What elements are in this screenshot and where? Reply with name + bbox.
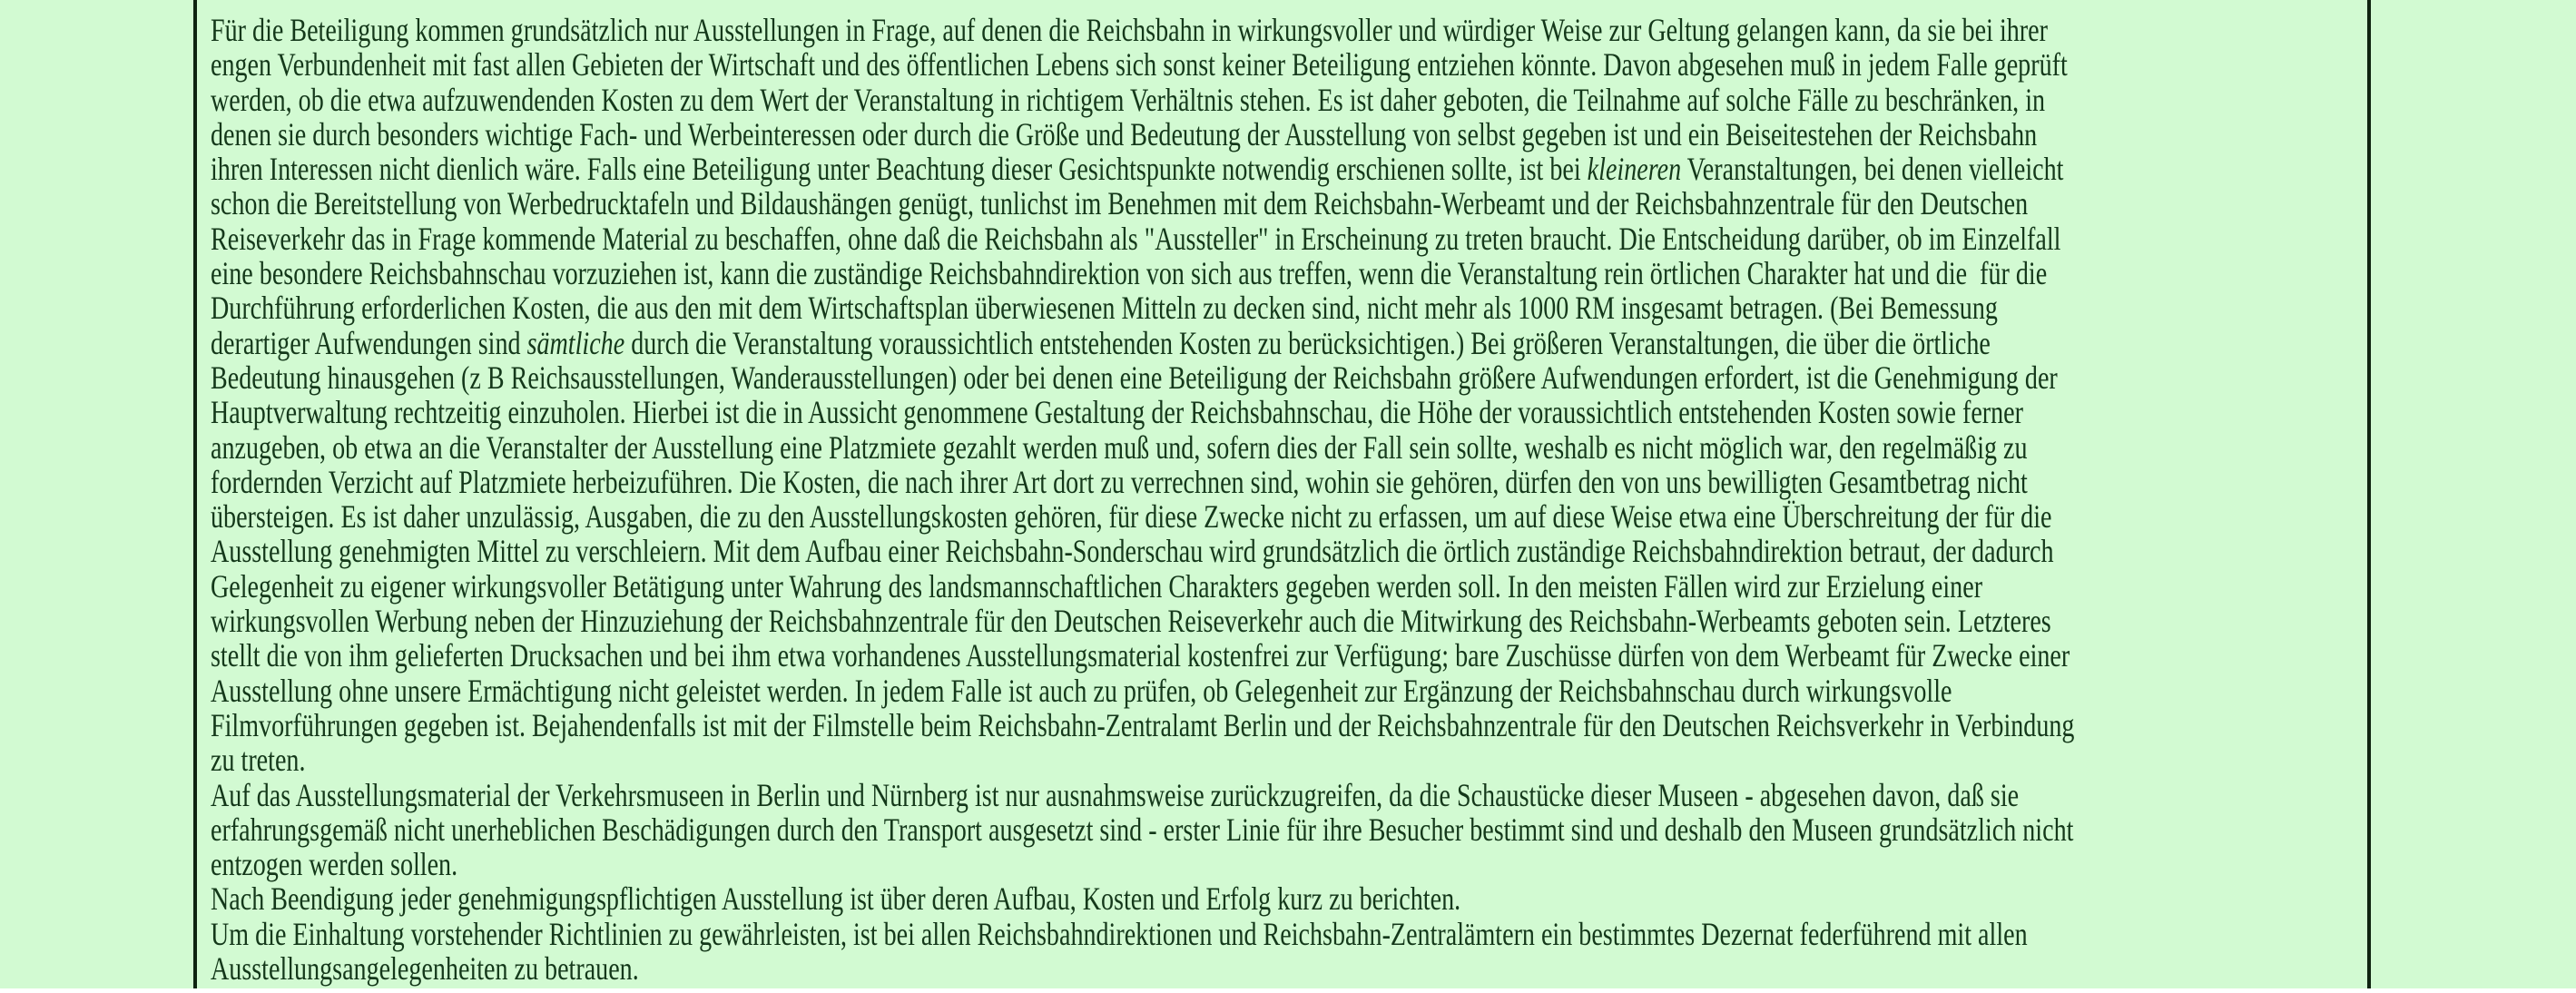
italic-text-segment: sämtliche <box>526 324 625 361</box>
text-line <box>211 847 2363 881</box>
text-segment: ihren Interessen nicht dienlich wäre. Falls eine Beteiligung unter Beachtung dieser Gesichtspunkte notwendig erschienen sollte, ist bei <box>211 151 1588 188</box>
text-segment: Für die Beteiligung kommen grundsätzlich nur Ausstellungen in Frage, auf denen die Reichsbahn in wirkungsvoller und würdiger Weise zur Geltung gelangen kann, da sie bei ihrer <box>211 12 2048 48</box>
document-text-column <box>211 13 2363 986</box>
text-line <box>211 360 2363 395</box>
text-segment: Ausstellung ohne unsere Ermächtigung nicht geleistet werden. In jedem Falle ist auch zu prüfen, ob Gelegenheit zur Ergänzung der Reichsbahnschau durch wirkungsvolle <box>211 672 1952 709</box>
text-segment: Gelegenheit zu eigener wirkungsvoller Betätigung unter Wahrung des landsmannschaftlichen Charakters gegeben werden soll. In den meisten Fällen wird zur Erzielung einer <box>211 567 1983 605</box>
text-segment: Veranstaltungen, bei denen vielleicht <box>1681 151 2064 188</box>
text-line <box>211 917 2363 951</box>
text-line <box>211 534 2363 568</box>
text-line <box>211 708 2363 742</box>
text-line <box>211 117 2363 152</box>
text-line <box>211 778 2363 812</box>
text-segment: Ausstellungsangelegenheiten zu betrauen. <box>211 950 639 988</box>
text-segment: übersteigen. Es ist daher unzulässig, Ausgaben, die zu den Ausstellungskosten gehören, für diese Zwecke nicht zu erfassen, um auf diese Weise etwa eine Überschreitung der für die <box>211 498 2052 536</box>
text-line <box>211 221 2363 256</box>
right-margin-rule <box>2367 0 2371 988</box>
text-segment: Hauptverwaltung rechtzeitig einzuholen. Hierbei ist die in Aussicht genommene Gestaltung der Reichsbahnschau, die Höhe der voraussichtlich entstehenden Kosten sowie ferner <box>211 394 2023 431</box>
text-line <box>211 256 2363 290</box>
text-segment: zu treten. <box>211 742 306 779</box>
text-line <box>211 152 2363 186</box>
text-segment: schon die Bereitstellung von Werbedrucktafeln und Bildaushängen genügt, tunlichst im Benehmen mit dem Reichsbahn-Werbeamt und der Reichsbahnzentrale für den Deutschen <box>211 185 2029 222</box>
italic-text-segment: kleineren <box>1587 151 1682 188</box>
text-segment: Filmvorführungen gegeben ist. Bejahendenfalls ist mit der Filmstelle beim Reichsbahn-Zentralamt Berlin und der Reichsbahnzentrale für den Deutschen Reichsverkehr in Verbindung <box>211 706 2075 743</box>
text-line <box>211 499 2363 534</box>
text-line <box>211 742 2363 777</box>
text-line <box>211 395 2363 429</box>
text-segment: Reiseverkehr das in Frage kommende Material zu beschaffen, ohne daß die Reichsbahn als "Aussteller" in Erscheinung zu treten braucht. Die Entscheidung darüber, ob im Einzelfall <box>211 220 2061 257</box>
text-line <box>211 881 2363 916</box>
text-line <box>211 951 2363 986</box>
text-segment: Ausstellung genehmigten Mittel zu verschleiern. Mit dem Aufbau einer Reichsbahn-Sonderschau wird grundsätzlich die örtlich zuständige Reichsbahndirektion betraut, der dadurch <box>211 533 2054 570</box>
text-line <box>211 47 2363 82</box>
text-segment: engen Verbundenheit mit fast allen Gebieten der Wirtschaft und des öffentlichen Lebens sich sonst keiner Beteiligung entziehen könnte. Davon abgesehen muß in jedem Falle geprüft <box>211 46 2068 84</box>
text-segment: derartiger Aufwendungen sind <box>211 324 527 361</box>
text-line <box>211 604 2363 638</box>
text-line <box>211 430 2363 465</box>
text-line <box>211 638 2363 673</box>
text-line <box>211 569 2363 604</box>
text-line <box>211 812 2363 847</box>
text-segment: Bedeutung hinausgehen (z B Reichsausstellungen, Wanderausstellungen) oder bei denen eine Beteiligung der Reichsbahn größere Aufwendungen erfordert, ist die Genehmigung der <box>211 359 2058 396</box>
text-segment: Um die Einhaltung vorstehender Richtlinien zu gewährleisten, ist bei allen Reichsbahndirektionen und Reichsbahn-Zentralämtern ein bestimmtes Dezernat federführend mit allen <box>211 915 2028 952</box>
text-segment: durch die Veranstaltung voraussichtlich entstehenden Kosten zu berücksichtigen.) Bei größeren Veranstaltungen, die über die örtliche <box>624 324 1991 361</box>
text-segment: werden, ob die etwa aufzuwendenden Kosten zu dem Wert der Veranstaltung in richtigem Verhältnis stehen. Es ist daher geboten, die Teilnahme auf solche Fälle zu beschränken, in <box>211 81 2046 118</box>
text-line <box>211 326 2363 360</box>
text-line <box>211 13 2363 47</box>
text-segment: eine besondere Reichsbahnschau vorzuziehen ist, kann die zuständige Reichsbahndirektion von sich aus treffen, wenn die Veranstaltung rein örtlichen Charakter hat und die für die <box>211 255 2048 292</box>
text-line <box>211 673 2363 708</box>
text-line <box>211 465 2363 499</box>
text-segment: Durchführung erforderlichen Kosten, die aus den mit dem Wirtschaftsplan überwiesenen Mitteln zu decken sind, nicht mehr als 1000 RM insgesamt betragen. (Bei Bemessung <box>211 290 1998 327</box>
text-segment: stellt die von ihm gelieferten Drucksachen und bei ihm etwa vorhandenes Ausstellungsmaterial kostenfrei zur Verfügung; bare Zuschüsse dürfen von dem Werbeamt für Zwecke einer <box>211 637 2070 674</box>
page-bottom-edge <box>0 988 2576 993</box>
text-segment: Nach Beendigung jeder genehmigungspflichtigen Ausstellung ist über deren Aufbau, Kosten und Erfolg kurz zu berichten. <box>211 880 1461 918</box>
text-line <box>211 290 2363 325</box>
text-segment: entzogen werden sollen. <box>211 846 458 883</box>
text-segment: anzugeben, ob etwa an die Veranstalter der Ausstellung eine Platzmiete gezahlt werden muß und, sofern dies der Fall sein sollte, weshalb es nicht möglich war, den regelmäßig zu <box>211 428 2028 466</box>
left-margin-rule <box>193 0 197 988</box>
text-segment: denen sie durch besonders wichtige Fach- und Werbeinteressen oder durch die Größe und Bedeutung der Ausstellung von selbst gegeben ist und ein Beiseitestehen der Reichsbahn <box>211 115 2038 152</box>
text-line <box>211 186 2363 221</box>
text-segment: wirkungsvollen Werbung neben der Hinzuziehung der Reichsbahnzentrale für den Deutschen Reiseverkehr auch die Mitwirkung des Reichsbahn-Werbeamts geboten sein. Letzteres <box>211 603 2051 640</box>
text-segment: erfahrungsgemäß nicht unerheblichen Beschädigungen durch den Transport ausgesetzt sind - erster Linie für ihre Besucher bestimmt sind und deshalb den Museen grundsätzlich nicht <box>211 811 2074 848</box>
text-line <box>211 83 2363 117</box>
text-segment: Auf das Ausstellungsmaterial der Verkehrsmuseen in Berlin und Nürnberg ist nur ausnahmsweise zurückzugreifen, da die Schaustücke dieser Museen - abgesehen davon, daß sie <box>211 776 2020 813</box>
text-segment: fordernden Verzicht auf Platzmiete herbeizuführen. Die Kosten, die nach ihrer Art dort zu verrechnen sind, wohin sie gehören, dürfen den von uns bewilligten Gesamtbetrag nicht <box>211 463 2028 500</box>
